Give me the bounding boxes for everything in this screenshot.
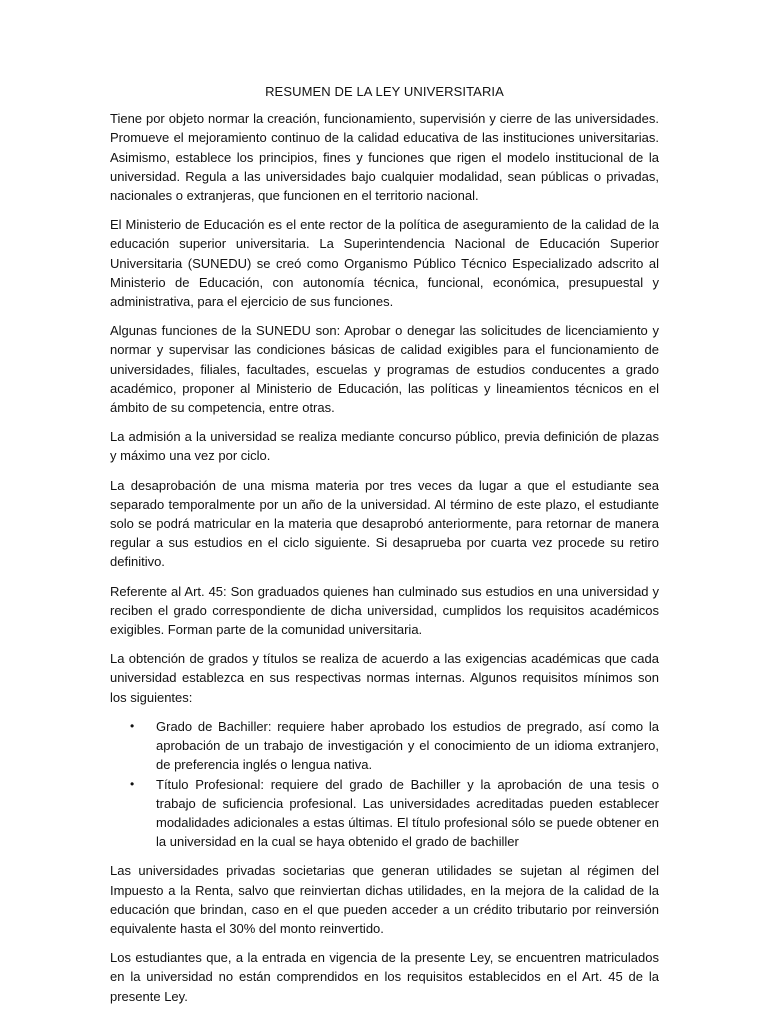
paragraph-estudiantes: Los estudiantes que, a la entrada en vigencia de la presente Ley, se encuentren matriculados en la universidad no están comprendidos en los requisitos establecidos en el Art. 45 de la presente Ley. [110, 950, 659, 1004]
list-item [110, 775, 659, 852]
document-page [110, 82, 659, 1016]
list-item [110, 717, 659, 775]
paragraph-objeto: Tiene por objeto normar la creación, funcionamiento, supervisión y cierre de las universidades. Promueve el mejoramiento continuo de la calidad educativa de las instituciones universitarias. Asimismo, establece los principios, fines y funciones que rigen el modelo institucional de la universidad. Regula a las universidades bajo cualquier modalidad, sean públicas o privadas, nacionales o extranjeras, que funcionen en el territorio nacional. [110, 111, 659, 204]
requirements-list [110, 717, 659, 851]
paragraph-desaprobacion: La desaprobación de una misma materia por tres veces da lugar a que el estudiante sea separado temporalmente por un año de la universidad. Al término de este plazo, el estudiante solo se podrá matricular en la materia que desaprobó anteriormente, para retornar de manera regular a sus estudios en el ciclo siguiente. Si desaprueba por cuarta vez procede su retiro definitivo. [110, 477, 659, 570]
requirement-titulo-profesional: Título Profesional: requiere del grado de Bachiller y la aprobación de una tesis o trabajo de suficiencia profesional. Las universidades acreditadas pueden establecer modalidades adicionales a estas últimas. El título profesional sólo se puede obtener en la universidad en la cual se haya obtenido el grado de bachiller [156, 776, 659, 850]
requirement-bachiller: Grado de Bachiller: requiere haber aprobado los estudios de pregrado, así como la aprobación de un trabajo de investigación y el conocimiento de un idioma extranjero, de preferencia inglés o lengua nativa. [156, 718, 659, 773]
paragraph-universidades-privadas: Las universidades privadas societarias que generan utilidades se sujetan al régimen del Impuesto a la Renta, salvo que reinviertan dichas utilidades, en la mejora de la calidad de la educación que brindan, caso en el que pueden acceder a un crédito tributario por reinversión equivalente hasta el 30% del monto reinvertido. [110, 863, 659, 936]
bullet-icon: • [130, 718, 135, 733]
document-title: RESUMEN DE LA LEY UNIVERSITARIA [265, 84, 504, 99]
paragraph-admision: La admisión a la universidad se realiza mediante concurso público, previa definición de plazas y máximo una vez por ciclo. [110, 429, 659, 464]
paragraph-art-45: Referente al Art. 45: Son graduados quienes han culminado sus estudios en una universidad y reciben el grado correspondiente de dicha universidad, cumplidos los requisitos académicos exigibles. Forman parte de la comunidad universitaria. [110, 583, 659, 638]
paragraph-ministerio: El Ministerio de Educación es el ente rector de la política de aseguramiento de la calidad de la educación superior universitaria. La Superintendencia Nacional de Educación Superior Universitaria (SUNEDU) se creó como Organismo Público Técnico Especializado adscrito al Ministerio de Educación, con autonomía técnica, funcional, económica, presupuestal y administrativa, para el ejercicio de sus funciones. [110, 217, 659, 310]
paragraph-grados-titulos: La obtención de grados y títulos se realiza de acuerdo a las exigencias académicas que cada universidad establezca en sus respectivas normas internas. Algunos requisitos mínimos son los siguientes: [110, 651, 659, 705]
bullet-icon: • [130, 776, 135, 791]
paragraph-funciones-sunedu: Algunas funciones de la SUNEDU son: Aprobar o denegar las solicitudes de licenciamiento y normar y supervisar las condiciones básicas de calidad exigibles para el funcionamiento de universidades, filiales, facultades, escuelas y programas de estudios conducentes a grado académico, proponer al Ministerio de Educación, las políticas y lineamientos técnicos en el ámbito de su competencia, entre otras. [110, 323, 659, 416]
